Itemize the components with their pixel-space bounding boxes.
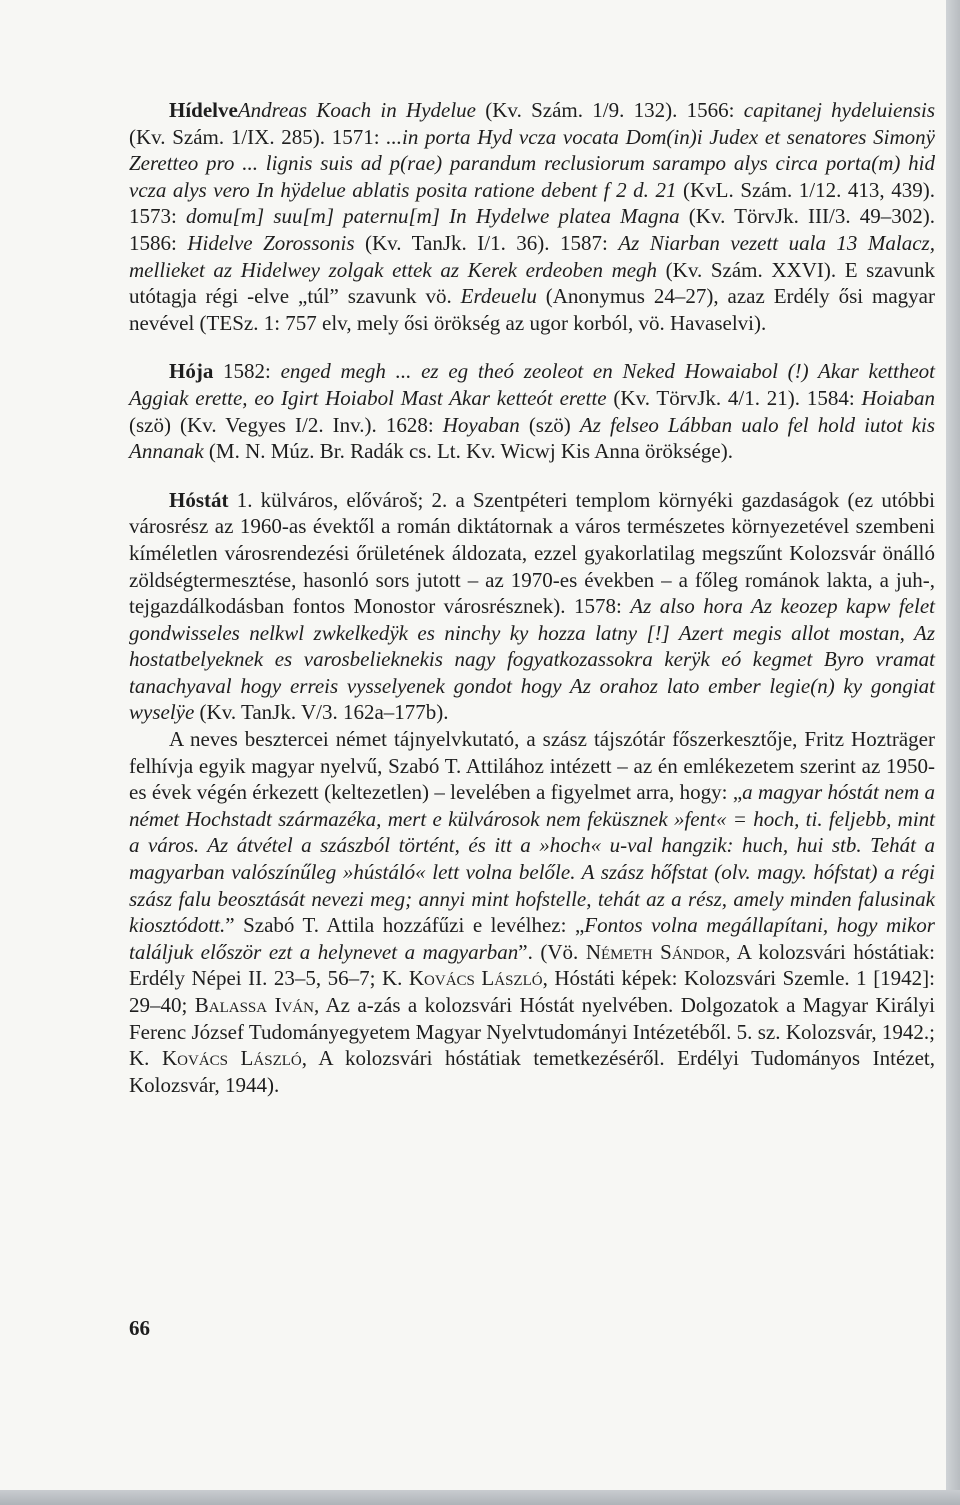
entry-hostat: [129, 487, 935, 726]
headword: Hóstát: [169, 487, 229, 512]
italic-text: Andreas Koach in Hydelue: [237, 98, 476, 122]
text-run: (Kv. Szám. XXVI). E szavunk utótagja régi -elve „túl” szavunk vö.: [129, 257, 935, 309]
italic-text: Az also hora Az keozep kapw felet gondwisseles nelkwl zwkelkedÿk es ninchy ky hozza latny [!] Azert megis allot mostan, Az hostatbelyeknek es varosbelieknekis nagy fogyatkozassokra kerÿk eó kegmet Byro vramat tanachyaval hogy erreis vysselyenek gondot hogy Az orahoz lato ember legie(n) ky gongiat wyselÿe: [129, 594, 935, 725]
text-run: (szö): [519, 412, 580, 437]
paragraph-segments: [129, 727, 935, 1097]
text-run: ”. (Vö.: [518, 939, 586, 964]
text-run: , A kolozsvári hóstátiak temetkezéséről. Erdélyi Tudományos Intézet, Kolozsvár, 1944).: [129, 1046, 936, 1097]
author-name: Kovács László: [408, 966, 543, 991]
body-text: [129, 97, 935, 1098]
text-run: , Hóstáti képek: Kolozsvári Szemle. 1 [1942]: 29–40;: [129, 966, 936, 1017]
entry-segments: [129, 98, 935, 335]
text-run: (Kv. Szám. 1/IX. 285). 1571:: [129, 124, 387, 149]
italic-text: Az felseo Lábban ualo fel hold iutot kis Annanak: [129, 412, 936, 464]
italic-text: ...in porta Hyd vcza vocata Dom(in)i Judex et senatores Simonÿ Zeretteo pro ... lignis suis ad p(rae) parandum reclusiorum sarampo alys circa porta(m) hid vcza alys vero In hÿdelue ablatis posita ratione debent f 2 d. 21: [129, 124, 935, 202]
author-name: Kovács László: [161, 1046, 302, 1071]
italic-text: Erdeuelu: [460, 284, 537, 309]
text-run: 1582:: [213, 359, 281, 384]
text-run: , A kolozsvári hóstátiak: Erdély Népei II. 23–5, 56–7; K.: [129, 939, 935, 991]
text-run: (szö) (Kv. Vegyes I/2. Inv.). 1628:: [129, 412, 443, 437]
text-run: (Kv. TanJk. I/1. 36). 1587:: [354, 230, 619, 255]
entry-hidelve: [129, 97, 935, 336]
text-run: (KvL. Szám. 1/12. 413, 439). 1573:: [129, 177, 935, 229]
text-run: (Kv. TanJk. V/3. 162a–177b).: [194, 700, 449, 725]
entry-segments: [129, 359, 935, 463]
author-name: Németh Sándor: [585, 939, 726, 964]
text-run: (M. N. Múz. Br. Radák cs. Lt. Kv. Wicwj Kis Anna öröksége).: [203, 439, 733, 464]
italic-text: Az Niarban vezett uala 13 Malacz, mellieket az Hidelwey zolgak ettek az Kerek erdeoben megh: [129, 230, 935, 282]
entry-hoja: [129, 358, 935, 464]
text-run: (Anonymus 24–27), azaz Erdély ősi magyar nevével (TESz. 1: 757 elv, mely ősi örökség az ugor korból, vö. Havaselvi).: [129, 284, 935, 335]
scan-edge-right: [946, 0, 960, 1505]
italic-text: Hidelve Zorossonis: [187, 230, 355, 255]
text-run: 1. külváros, elővároš; 2. a Szentpéteri templom környéki gazdaságok (ez utóbbi városrész az 1960-as évektől a román diktátornak a város természetes környezetével szembeni kíméletlen városrendezési őrületének áldozata, ezzel gyakorlatilag megszűnt Kolozsvár önálló zöldségtermesztése, hasonló sors jutott – az 1970-es években – a főleg románok lakta, a juh-, tejgazdálkodásban fontos Monostor városrésznek). 1578:: [129, 487, 935, 619]
headword: Hídelve: [169, 98, 238, 122]
italic-text: Fontos volna megállapítani, hogy mikor találjuk először ezt a helynevet a magyarban: [129, 913, 935, 964]
paragraph-hozträger: [129, 726, 935, 1098]
text-run: ” Szabó T. Attila hozzáfűzi e levélhez: „: [225, 913, 585, 938]
text-run: (Kv. TörvJk. III/3. 49–302). 1586:: [129, 204, 935, 255]
page-number: 66: [129, 1316, 150, 1340]
text-run: (Kv. Szám. 1/9. 132). 1566:: [476, 98, 744, 122]
italic-text: domu[m] suu[m] paternu[m] In Hydelwe platea Magna: [186, 204, 680, 229]
entry-segments: [129, 488, 935, 725]
author-name: Balassa Iván: [194, 993, 314, 1017]
italic-text: Hoiaban: [861, 385, 935, 410]
text-run: A neves besztercei német tájnyelvkutató, a szász tájszótár főszerkesztője, Fritz Hozträger felhívja egyik magyar nyelvű, Szabó T. Attilához intézett – az én emlékezetem szerint az 1950-es évek végén érkezett (keltezetlen) – levelében a figyelmet arra, hogy: „: [129, 727, 935, 805]
text-run: (Kv. TörvJk. 4/1. 21). 1584:: [606, 385, 862, 410]
italic-text: a magyar hóstát nem a német Hochstadt származéka, mert e külvárosok nem feküsznek »fent« = hoch, ti. feljebb, mint a város. Az átvétel a szászból történt, és itt a »hoch« u-val hangzik: huch, hui stb. Tehát a magyarban valószínűleg »hústáló« lett volna belőle. A szász hőfstat (olv. magy. hófstat) a régi szász falu beosztását nevezi meg; annyi mint hofstelle, tehát az a rész, amely minden falusinak kiosztódott.: [129, 780, 935, 938]
headword: Hója: [169, 359, 214, 384]
italic-text: Hoyaban: [442, 412, 520, 437]
text-run: , Az a-zás a kolozsvári Hóstát nyelvében. Dolgozatok a Magyar Királyi Ferenc József Tudományegyetem Magyar Nyelvtudományi Intézetéből. 5. sz. Kolozsvár, 1942.; K.: [129, 993, 936, 1071]
italic-text: capitanej hydeluiensis: [743, 98, 935, 122]
scan-edge-bottom: [0, 1490, 960, 1505]
italic-text: enged megh ... ez eg theó zeoleot en Neked Howaiabol (!) Akar kettheot Aggiak erette, eo Igirt Hoiabol Mast Akar ketteót erette: [129, 359, 935, 410]
